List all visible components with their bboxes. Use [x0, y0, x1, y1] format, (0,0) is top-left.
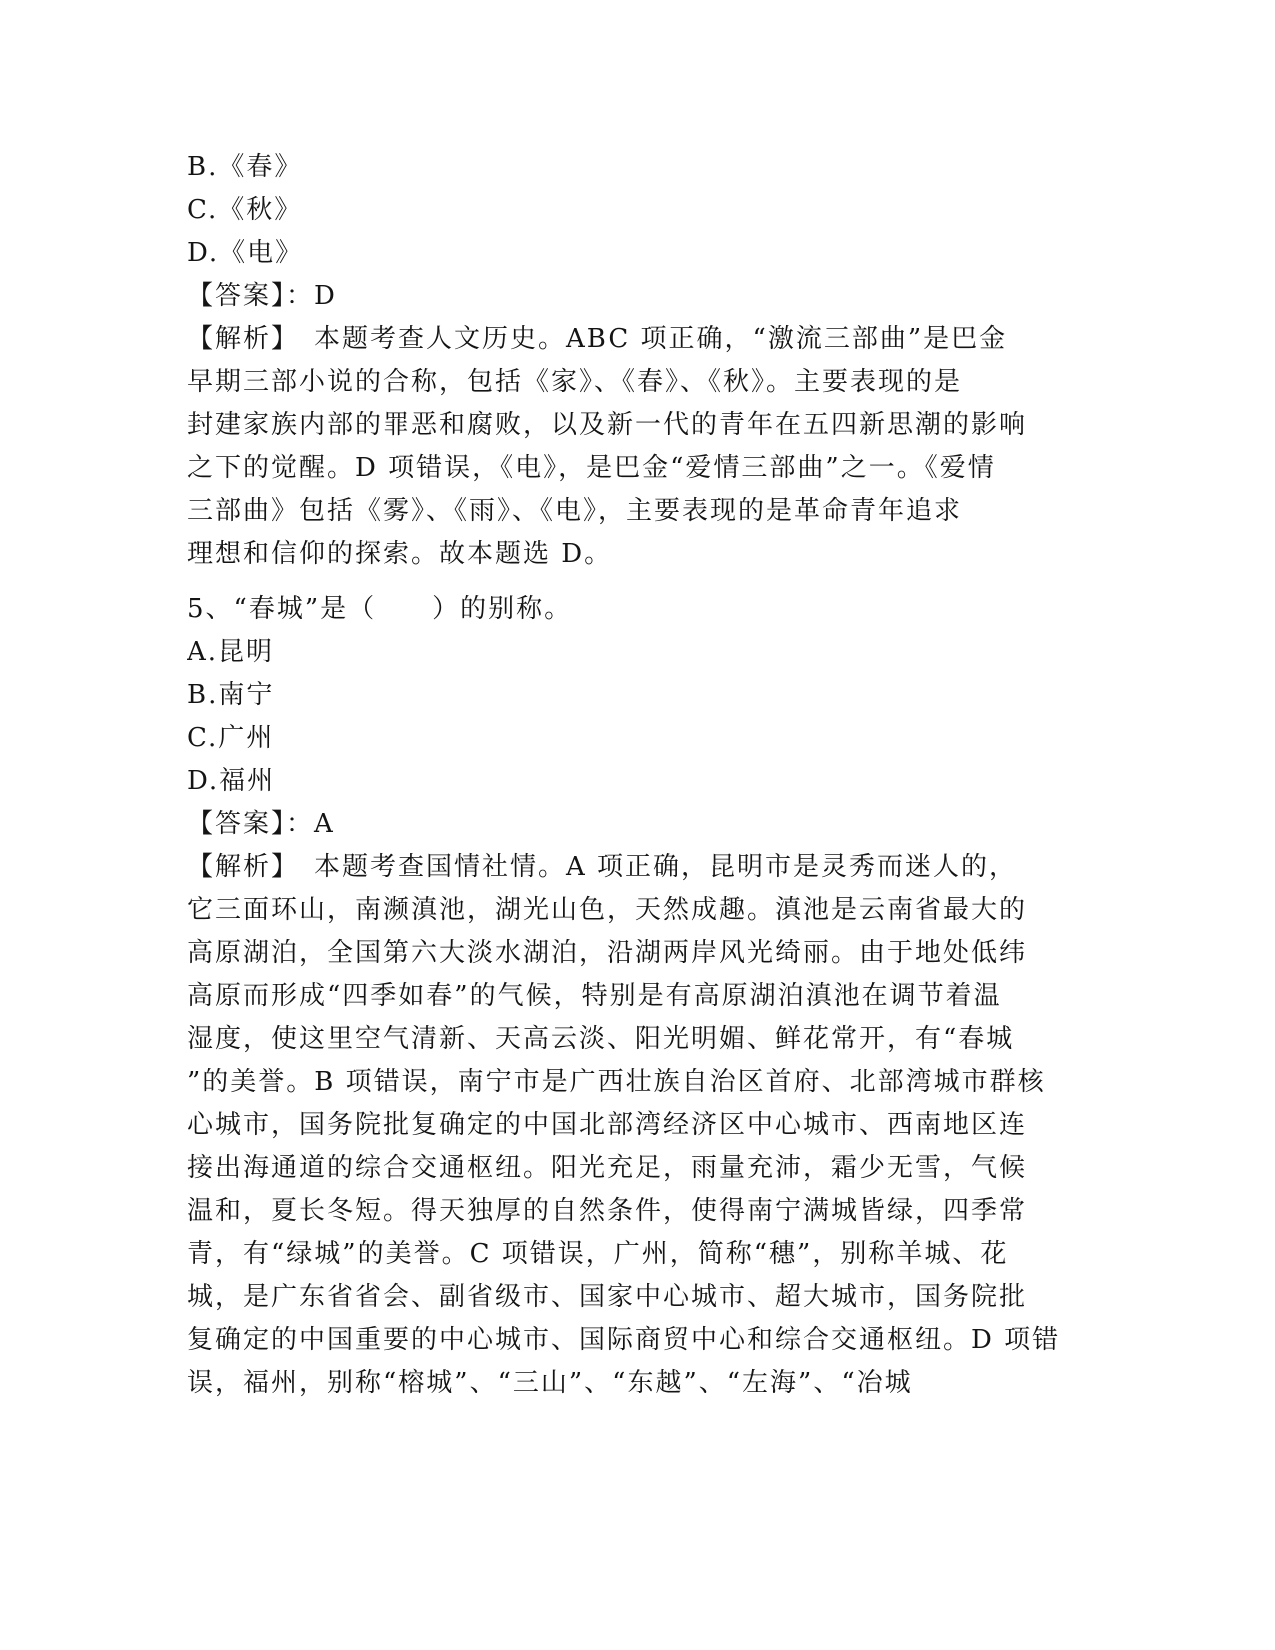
- analysis-line: 心城市，国务院批复确定的中国北部湾经济区中心城市、西南地区连: [187, 1110, 1028, 1140]
- analysis-line: 封建家族内部的罪恶和腐败，以及新一代的青年在五四新思潮的影响: [187, 410, 1028, 440]
- analysis-line: 高原而形成“四季如春”的气候，特别是有高原湖泊滇池在调节着温: [187, 981, 1002, 1011]
- document-content: [187, 146, 1077, 1405]
- analysis-line: 湿度，使这里空气清新、天高云淡、阳光明媚、鲜花常开，有“春城: [187, 1024, 1015, 1054]
- analysis-line: 【解析】 本题考查人文历史。ABC 项正确，“激流三部曲”是巴金: [187, 324, 1008, 354]
- analysis-line: ”的美誉。B 项错误，南宁市是广西壮族自治区首府、北部湾城市群核: [187, 1067, 1046, 1097]
- question-spacer: [187, 576, 1077, 588]
- answer-line: 【答案】：D: [187, 281, 337, 311]
- option-a: A.昆明: [187, 637, 275, 667]
- option-b: B.《春》: [187, 152, 303, 182]
- analysis-line: 误，福州，别称“榕城”、“三山”、“东越”、“左海”、“冶城: [187, 1368, 913, 1398]
- analysis-line: 接出海通道的综合交通枢纽。阳光充足，雨量充沛，霜少无雪，气候: [187, 1153, 1028, 1183]
- analysis-line: 早期三部小说的合称，包括《家》、《春》、《秋》。主要表现的是: [187, 367, 963, 397]
- analysis-line: 它三面环山，南濒滇池，湖光山色，天然成趣。滇池是云南省最大的: [187, 895, 1028, 925]
- analysis-line: 高原湖泊，全国第六大淡水湖泊，沿湖两岸风光绮丽。由于地处低纬: [187, 938, 1028, 968]
- analysis-line: 复确定的中国重要的中心城市、国际商贸中心和综合交通枢纽。D 项错: [187, 1325, 1061, 1355]
- analysis-line: 之下的觉醒。D 项错误，《电》，是巴金“爱情三部曲”之一。《爱情: [187, 453, 996, 483]
- analysis-line: 青，有“绿城”的美誉。C 项错误，广州，简称“穗”，别称羊城、花: [187, 1239, 1009, 1269]
- analysis-line: 城，是广东省省会、副省级市、国家中心城市、超大城市，国务院批: [187, 1282, 1028, 1312]
- analysis-line: 三部曲》包括《雾》、《雨》、《电》，主要表现的是革命青年追求: [187, 496, 963, 526]
- option-d: D.福州: [187, 766, 276, 796]
- option-c: C.《秋》: [187, 195, 303, 225]
- option-b: B.南宁: [187, 680, 275, 710]
- analysis-line: 理想和信仰的探索。故本题选 D。: [187, 539, 613, 569]
- option-d: D.《电》: [187, 238, 304, 268]
- answer-line: 【答案】：A: [187, 809, 335, 839]
- question-text: 5、“春城”是（ ）的别称。: [187, 594, 573, 624]
- option-c: C.广州: [187, 723, 275, 753]
- analysis-line: 温和，夏长冬短。得天独厚的自然条件，使得南宁满城皆绿，四季常: [187, 1196, 1028, 1226]
- analysis-line: 【解析】 本题考查国情社情。A 项正确，昆明市是灵秀而迷人的，: [187, 852, 1018, 882]
